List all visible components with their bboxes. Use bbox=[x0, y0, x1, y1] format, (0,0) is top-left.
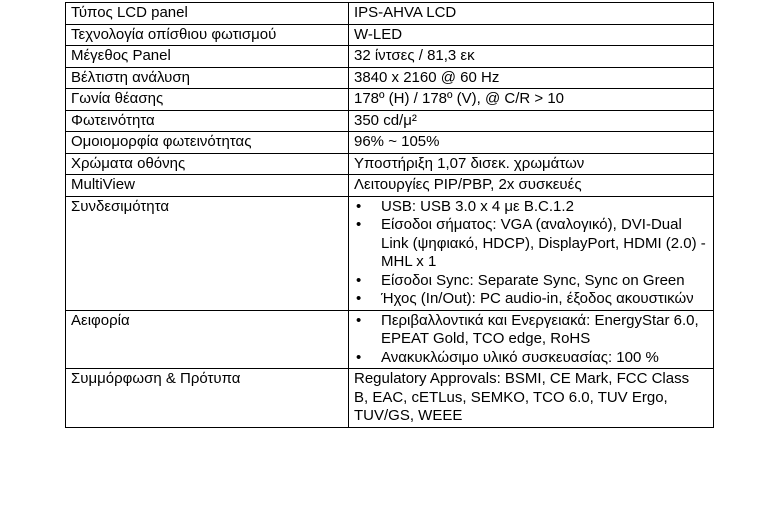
table-row bbox=[66, 153, 714, 175]
table-row-compliance bbox=[66, 369, 714, 428]
spec-value: W-LED bbox=[349, 24, 714, 46]
spec-value-list bbox=[349, 196, 714, 310]
spec-value: 32 ίντσες / 81,3 εκ bbox=[349, 46, 714, 68]
spec-label: Φωτεινότητα bbox=[66, 110, 349, 132]
spec-value: IPS-AHVA LCD bbox=[349, 3, 714, 25]
spec-label: MultiView bbox=[66, 175, 349, 197]
spec-value-list bbox=[349, 310, 714, 369]
spec-label: Τεχνολογία οπίσθιου φωτισμού bbox=[66, 24, 349, 46]
spec-label: Συμμόρφωση & Πρότυπα bbox=[66, 369, 349, 428]
spec-value: Regulatory Approvals: BSMI, CE Mark, FCC Class B, EAC, cETLus, SEMKO, TCO 6.0, TUV Ergo, TUV/GS, WEEE bbox=[349, 369, 714, 428]
list-item: • Είσοδοι Sync: Separate Sync, Sync on Green bbox=[354, 272, 707, 291]
spec-label: Γωνία θέασης bbox=[66, 89, 349, 111]
spec-label: Συνδεσιμότητα bbox=[66, 196, 349, 310]
table-row-connectivity bbox=[66, 196, 714, 310]
connectivity-list bbox=[354, 198, 707, 309]
list-item: • USB: USB 3.0 x 4 με B.C.1.2 bbox=[354, 198, 707, 217]
spec-value: Λειτουργίες PIP/PBP, 2x συσκευές bbox=[349, 175, 714, 197]
table-row bbox=[66, 3, 714, 25]
table-row bbox=[66, 175, 714, 197]
spec-label: Χρώματα οθόνης bbox=[66, 153, 349, 175]
spec-value: Υποστήριξη 1,07 δισεκ. χρωμάτων bbox=[349, 153, 714, 175]
spec-value: 96% ~ 105% bbox=[349, 132, 714, 154]
list-item: • Ανακυκλώσιμο υλικό συσκευασίας: 100 % bbox=[354, 349, 707, 368]
spec-value: 350 cd/μ² bbox=[349, 110, 714, 132]
table-row bbox=[66, 89, 714, 111]
list-item: • Είσοδοι σήματος: VGA (αναλογικό), DVI-Dual Link (ψηφιακό, HDCP), DisplayPort, HDMI (2.0) - MHL x 1 bbox=[354, 216, 707, 272]
spec-table bbox=[65, 2, 714, 428]
spec-label: Μέγεθος Panel bbox=[66, 46, 349, 68]
list-item: • Ήχος (In/Out): PC audio-in, έξοδος ακουστικών bbox=[354, 290, 707, 309]
spec-label: Ομοιομορφία φωτεινότητας bbox=[66, 132, 349, 154]
spec-label: Αειφορία bbox=[66, 310, 349, 369]
table-row bbox=[66, 132, 714, 154]
table-row-sustainability bbox=[66, 310, 714, 369]
spec-value: 3840 x 2160 @ 60 Hz bbox=[349, 67, 714, 89]
sustainability-list bbox=[354, 312, 707, 368]
table-row bbox=[66, 67, 714, 89]
spec-label: Τύπος LCD panel bbox=[66, 3, 349, 25]
spec-label: Βέλτιστη ανάλυση bbox=[66, 67, 349, 89]
table-row bbox=[66, 24, 714, 46]
list-item: • Περιβαλλοντικά και Ενεργειακά: EnergyStar 6.0, EPEAT Gold, TCO edge, RoHS bbox=[354, 312, 707, 349]
table-row bbox=[66, 46, 714, 68]
spec-value: 178º (H) / 178º (V), @ C/R > 10 bbox=[349, 89, 714, 111]
table-row bbox=[66, 110, 714, 132]
